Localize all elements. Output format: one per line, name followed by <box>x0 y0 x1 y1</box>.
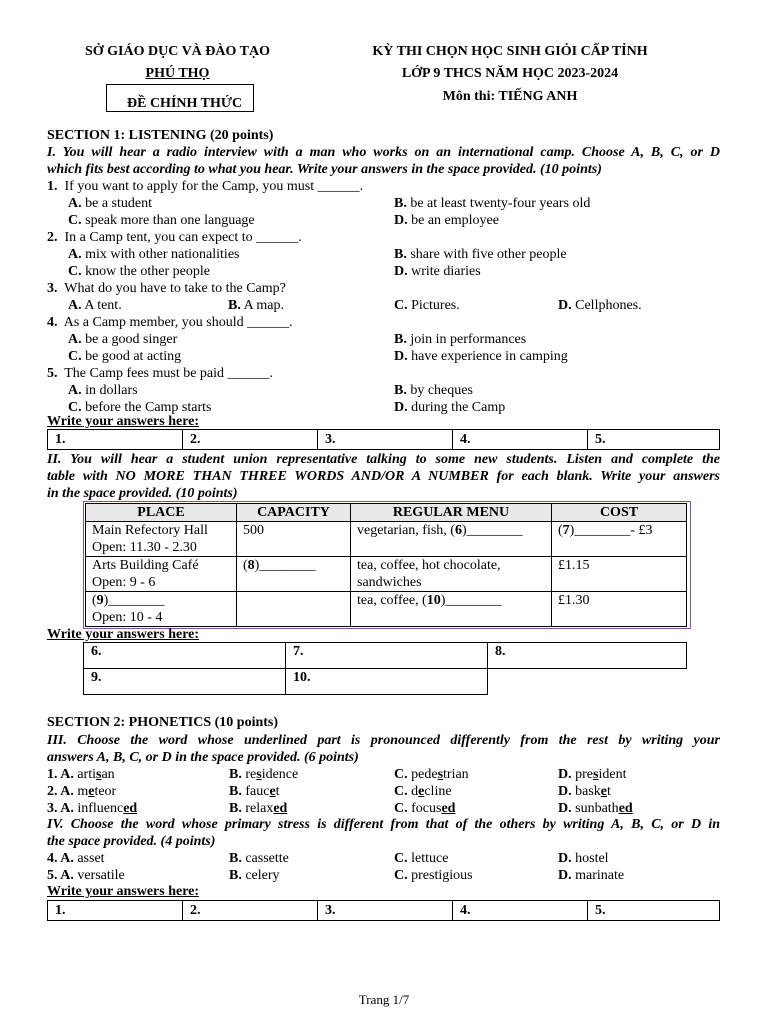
underlined-part: e <box>418 784 425 799</box>
answer-cell-2[interactable]: 2. <box>183 430 318 450</box>
phonetics-option[interactable]: 3. A. influenced <box>47 801 138 816</box>
menu-line: tea, coffee, hot chocolate, <box>357 558 501 573</box>
answer-cell-7[interactable]: 7. <box>286 643 488 669</box>
answer-option[interactable]: D. during the Camp <box>394 400 506 415</box>
col-header-cost: COST <box>552 504 687 522</box>
phonetics-option[interactable]: D. president <box>558 767 627 782</box>
capacity-cell[interactable]: (8)________ <box>237 557 351 592</box>
underlined-part: e <box>88 784 95 799</box>
col-header-place: PLACE <box>86 504 237 522</box>
underlined-part: s <box>96 767 102 782</box>
phonetics-option[interactable]: 2. A. meteor <box>47 784 117 799</box>
underlined-part: ed <box>273 801 288 816</box>
answer-cell-6[interactable]: 6. <box>84 643 286 669</box>
question-stem: 5. The Camp fees must be paid ______. <box>47 366 274 381</box>
underlined-part: e <box>600 784 608 799</box>
stress-option[interactable]: 4. A. asset <box>47 851 105 866</box>
answer-cell-4[interactable]: 4. <box>453 430 588 450</box>
empty-cell <box>488 669 687 695</box>
official-exam-box <box>106 84 254 112</box>
question-stem: 1. If you want to apply for the Camp, you must ______. <box>47 179 364 194</box>
answer-option[interactable]: A. A tent. <box>68 298 122 313</box>
answer-cell-8[interactable]: 8. <box>488 643 687 669</box>
stress-option[interactable]: C. lettuce <box>394 851 449 866</box>
cost-cell: £1.30 <box>552 592 687 627</box>
write-answers-label-3: Write your answers here: <box>47 884 200 899</box>
answer-option[interactable]: A. be a good singer <box>68 332 178 347</box>
phonetics-option[interactable]: C. pedestrian <box>394 767 469 782</box>
answer-option[interactable]: D. have experience in camping <box>394 349 568 364</box>
stress-option[interactable]: D. marinate <box>558 868 625 883</box>
col-header-menu: REGULAR MENU <box>351 504 552 522</box>
answer-option[interactable]: A. mix with other nationalities <box>68 247 240 262</box>
underlined-part: ed <box>618 801 633 816</box>
stress-option[interactable]: B. cassette <box>229 851 289 866</box>
question-stem: 3. What do you have to take to the Camp? <box>47 281 286 296</box>
answer-option[interactable]: B. share with five other people <box>394 247 567 262</box>
answer-option[interactable]: C. speak more than one language <box>68 213 255 228</box>
underlined-part: s <box>437 767 444 782</box>
underlined-part: ed <box>441 801 456 816</box>
part3-instruction-line1: III. Choose the word whose underlined part is pronounced differently from the rest by writing your <box>47 733 720 748</box>
page-number: Trang 1/7 <box>358 992 410 1007</box>
phonetics-option[interactable]: C. focused <box>394 801 456 816</box>
answer-option[interactable]: B. join in performances <box>394 332 527 347</box>
capacity-cell: 500 <box>237 522 351 557</box>
phonetics-option[interactable]: D. basket <box>558 784 611 799</box>
answer-cell-1[interactable]: 1. <box>48 430 183 450</box>
answer-option[interactable]: A. in dollars <box>68 383 138 398</box>
part2-instruction-line3: in the space provided. (10 points) <box>47 486 238 501</box>
answer-option[interactable]: B. A map. <box>228 298 285 313</box>
stress-option[interactable]: D. hostel <box>558 851 609 866</box>
write-answers-label-1: Write your answers here: <box>47 414 200 429</box>
write-answers-label-2: Write your answers here: <box>47 627 200 642</box>
answer-option[interactable]: D. be an employee <box>394 213 499 228</box>
part4-instruction-line1: IV. Choose the word whose primary stress is different from that of the others by writing A, B, C, or D in <box>47 817 720 832</box>
answer-table-part1 <box>47 429 720 450</box>
phonetics-option[interactable]: C. decline <box>394 784 452 799</box>
part3-instruction-line2: answers A, B, C, or D in the space provided. (6 points) <box>47 750 359 765</box>
underlined-part: e <box>269 784 276 799</box>
answer-cell-9[interactable]: 9. <box>84 669 286 695</box>
table-row <box>86 522 687 557</box>
answer-option[interactable]: D. write diaries <box>394 264 481 279</box>
table-row <box>86 592 687 627</box>
answer-option[interactable]: C. before the Camp starts <box>68 400 212 415</box>
answer-option[interactable]: C. Pictures. <box>394 298 460 313</box>
answer-cell-10[interactable]: 10. <box>286 669 488 695</box>
answer-cell-5[interactable]: 5. <box>588 430 720 450</box>
part2-instruction-line2: table with NO MORE THAN THREE WORDS AND/OR A NUMBER for each blank. Write your answers <box>47 469 720 484</box>
place-hours: Open: 9 - 6 <box>92 575 156 590</box>
answer-option[interactable]: A. be a student <box>68 196 152 211</box>
answer-cell-5[interactable]: 5. <box>588 901 720 921</box>
part1-instruction-line1: I. You will hear a radio interview with a man who works on an international camp. Choose A, B, C, or D <box>47 145 720 160</box>
answer-table-part2 <box>83 642 687 695</box>
place-name: Main Refectory Hall <box>92 523 208 538</box>
department-name: SỞ GIÁO DỤC VÀ ĐÀO TẠO <box>84 44 270 59</box>
place-name: Arts Building Café <box>92 558 199 573</box>
underlined-part: s <box>593 767 599 782</box>
exam-grade-year: LỚP 9 THCS NĂM HỌC 2023-2024 <box>401 66 619 81</box>
exam-title: KỲ THI CHỌN HỌC SINH GIỎI CẤP TỈNH <box>372 44 648 59</box>
phonetics-option[interactable]: 1. A. artisan <box>47 767 115 782</box>
table-row <box>86 557 687 592</box>
underlined-part: ed <box>123 801 138 816</box>
capacity-cell <box>237 592 351 627</box>
place-hours: Open: 11.30 - 2.30 <box>92 540 197 555</box>
menu-line[interactable]: tea, coffee, (10)________ <box>357 593 502 608</box>
stress-option[interactable]: B. celery <box>229 868 280 883</box>
answer-cell-4[interactable]: 4. <box>453 901 588 921</box>
answer-option[interactable]: C. be good at acting <box>68 349 182 364</box>
question-stem: 2. In a Camp tent, you can expect to ______. <box>47 230 302 245</box>
answer-cell-2[interactable]: 2. <box>183 901 318 921</box>
section2-title: SECTION 2: PHONETICS (10 points) <box>47 715 279 730</box>
note-completion-table <box>85 503 687 627</box>
note-table-frame <box>83 501 691 629</box>
part4-instruction-line2: the space provided. (4 points) <box>47 834 216 849</box>
province-name: PHÚ THỌ <box>145 66 210 81</box>
underlined-part: s <box>256 767 262 782</box>
part1-instruction-line2: which fits best according to what you hear. Write your answers in the space provided. (10 points) <box>47 162 602 177</box>
cost-cell: £1.15 <box>552 557 687 592</box>
stress-option[interactable]: 5. A. versatile <box>47 868 125 883</box>
phonetics-option[interactable]: B. residence <box>229 767 299 782</box>
answer-cell-3[interactable]: 3. <box>318 430 453 450</box>
answer-cell-3[interactable]: 3. <box>318 901 453 921</box>
part2-instruction-line1: II. You will hear a student union representative talking to some new students. Listen and complete the <box>47 452 720 467</box>
phonetics-option[interactable]: B. faucet <box>229 784 280 799</box>
cost-cell[interactable]: (7)________- £3 <box>552 522 687 557</box>
menu-line: sandwiches <box>357 575 422 590</box>
answer-option[interactable]: B. by cheques <box>394 383 473 398</box>
phonetics-option[interactable]: B. relaxed <box>229 801 288 816</box>
answer-option[interactable]: C. know the other people <box>68 264 210 279</box>
answer-option[interactable]: D. Cellphones. <box>558 298 642 313</box>
question-stem: 4. As a Camp member, you should ______. <box>47 315 293 330</box>
col-header-capacity: CAPACITY <box>237 504 351 522</box>
stress-option[interactable]: C. prestigious <box>394 868 473 883</box>
answer-option[interactable]: B. be at least twenty-four years old <box>394 196 591 211</box>
place-name[interactable]: (9)________ <box>92 593 165 608</box>
section1-title: SECTION 1: LISTENING (20 points) <box>47 128 274 143</box>
answer-cell-1[interactable]: 1. <box>48 901 183 921</box>
place-hours: Open: 10 - 4 <box>92 610 163 625</box>
menu-line[interactable]: vegetarian, fish, (6)________ <box>357 523 523 538</box>
phonetics-option[interactable]: D. sunbathed <box>558 801 633 816</box>
exam-subject: Môn thi: TIẾNG ANH <box>442 89 578 104</box>
official-exam-label: ĐỀ CHÍNH THỨC <box>127 96 243 111</box>
answer-table-section2 <box>47 900 720 921</box>
